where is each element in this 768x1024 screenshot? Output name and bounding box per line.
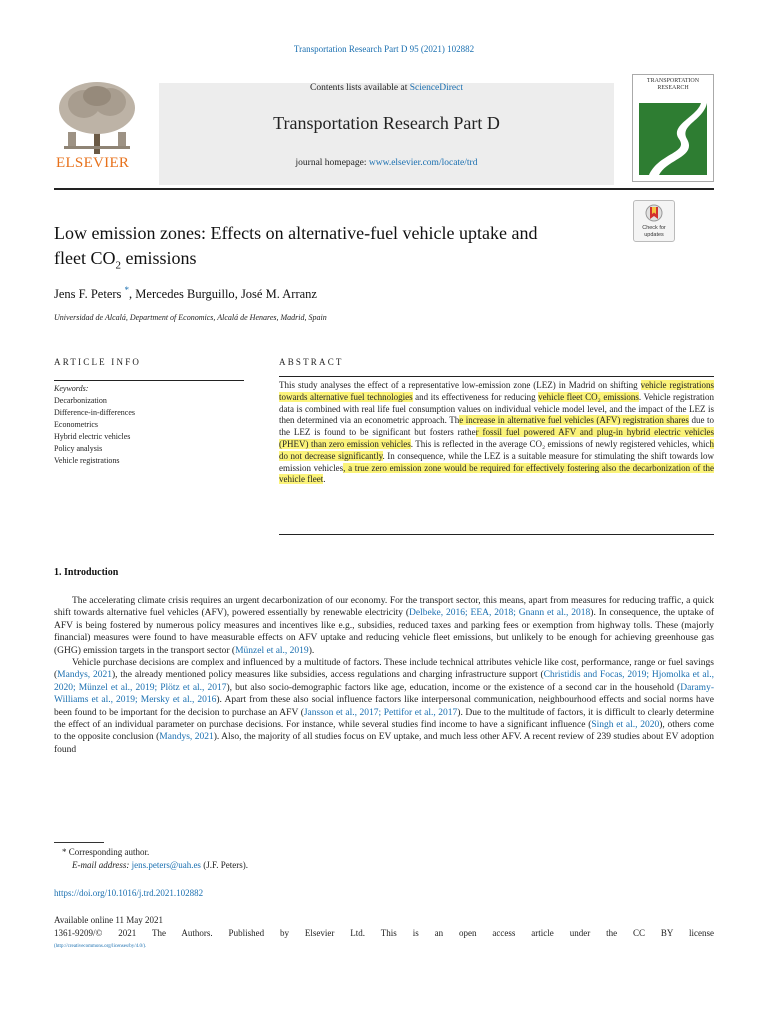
highlighted-text: h do not decrease significantly (279, 438, 714, 461)
title-line2-suffix: emissions (120, 248, 197, 268)
paragraph (54, 595, 714, 657)
homepage-link[interactable]: www.elsevier.com/locate/trd (368, 158, 478, 168)
author-mark[interactable]: * (124, 285, 130, 295)
elsevier-tree-logo (54, 80, 140, 156)
homepage-prefix: journal homepage: (295, 158, 369, 168)
citation-link[interactable]: Singh et al., 2020 (591, 720, 660, 731)
citation-link[interactable]: Daramy-Williams et al., 2019; Mersky et al., 2016 (54, 682, 714, 706)
corresponding-author-note: * Corresponding author. (62, 847, 150, 857)
citation-link[interactable]: Mandys, 2021 (159, 732, 214, 743)
available-online: Available online 11 May 2021 (54, 915, 163, 925)
body-text: ), others come to the opposite conclusion ( (54, 720, 715, 743)
author-name[interactable]: Jens F. Peters (54, 287, 122, 302)
keyword: Difference-in-differences (54, 408, 135, 417)
journal-cover-thumbnail[interactable] (632, 74, 714, 182)
citation-link[interactable]: Mandys, 2021 (57, 670, 112, 681)
journal-citation[interactable]: Transportation Research Part D 95 (2021) 102882 (293, 44, 475, 54)
abstract-top-rule (279, 376, 714, 377)
affiliation: Universidad de Alcalá, Department of Economics, Alcalá de Henares, Madrid, Spain (54, 313, 327, 322)
body-text: ). Also, the majority of all studies focus on EV uptake, and much less other AFV. A recent review of 239 studies about EV adoption found (54, 732, 714, 755)
abstract-text: . Vehicle registration data is combined with real life fuel consumption values on individual vehicle model level, and the impact of the LEZ is then determined via an econometric approach. Th (279, 391, 715, 426)
body-text: ), but also socio-demographic factors like age, education, income or the existence of a second car in the household ( (226, 682, 681, 693)
article-info-rule (54, 380, 244, 381)
contents-line (159, 83, 614, 93)
abstract-text: due to the LEZ is found to be significant but fosters rathe (279, 415, 715, 438)
citation-link[interactable]: Christidis and Focas, 2019; Hjomolka et al., 2020; Münzel et al., 2019; Plötz et al., 2017 (54, 670, 714, 693)
body-text: ). Apart from these also social influence factors like interpersonal communication, neighbourhood effects and social norms have been found to be important for the decision to purchase an AFV ( (54, 695, 714, 718)
keywords-block (54, 383, 244, 467)
body-text: ). In consequence, the uptake of AFV is being fostered by numerous policy measures and incentives like e.g., subsidies, reduced taxes and parking fees or exemption from highway tolls. These (majorly financial) measures were found to have measurable effects on AFV uptake and reducing vehicle fleet emissions, but unlikely to be enough for achieving greenhouse gas (GHG) emission targets in the transport sector ( (54, 608, 715, 656)
sciencedirect-link[interactable]: ScienceDirect (409, 83, 463, 93)
footnote-rule (54, 842, 104, 843)
journal-banner (159, 83, 614, 185)
keyword: Policy analysis (54, 444, 103, 453)
check-for-updates-badge[interactable] (633, 200, 675, 242)
keywords-label: Keywords: (54, 384, 89, 393)
highlighted-text: vehicle registrations towards alternative fuel technologies (279, 380, 714, 402)
abstract-bottom-rule (279, 534, 714, 535)
license-url-link[interactable]: (http://creativecommons.org/licenses/by/4.0/). (54, 944, 147, 949)
author-list: Jens F. Peters *, Mercedes Burguillo, José M. Arranz (54, 285, 317, 302)
bookmark-icon (645, 204, 663, 224)
highlighted-text: , a true zero emission zone would be required for effectively fostering also the decarbonization of the vehicle fleet (279, 462, 714, 485)
email-label: E-mail address: (72, 860, 132, 870)
cover-title: TRANSPORTATION RESEARCH (646, 78, 700, 91)
author-name[interactable]: José M. Arranz (240, 287, 317, 302)
body-text: Vehicle purchase decisions are complex and influenced by a multitude of factors. These include technical attributes vehicle like cost, performance, range or fuel savings ( (54, 658, 714, 681)
header-rule (54, 188, 714, 190)
body-text: The accelerating climate crisis requires an urgent decarbonization of our economy. For the transport sector, this means, apart from measures for reducing traffic, a quick shift towards alternative fuel vehicles (AFV), powered essentially by renewable electricity ( (54, 596, 714, 619)
keyword: Hybrid electric vehicles (54, 432, 131, 441)
abstract-body (279, 380, 714, 486)
journal-name: Transportation Research Part D (273, 113, 500, 133)
article-title (54, 221, 624, 279)
check-updates-line1: Check for (642, 225, 666, 231)
abstract-text: This study analyses the effect of a representative low-emission zone (LEZ) in Madrid on shifting (279, 380, 641, 390)
abstract-heading: ABSTRACT (279, 357, 344, 367)
abstract-text: . This is reflected in the average CO₂ emissions of newly registered vehicles, whic (410, 438, 710, 449)
cover-road-graphic (639, 103, 707, 175)
homepage-line (159, 158, 614, 168)
abstract-text: . (323, 474, 326, 485)
title-line1: Low emission zones: Effects on alternative-fuel vehicle uptake and (54, 223, 538, 243)
section-heading-introduction: 1. Introduction (54, 567, 119, 578)
email-note (72, 860, 248, 870)
citation-link[interactable]: Delbeke, 2016; EEA, 2018; Gnann et al., 2018 (409, 608, 591, 619)
email-suffix: (J.F. Peters). (200, 860, 248, 870)
keyword: Econometrics (54, 420, 98, 429)
check-updates-line2: updates (644, 232, 664, 238)
keyword: Decarbonization (54, 396, 107, 405)
article-info-heading: ARTICLE INFO (54, 357, 142, 367)
doi-link[interactable]: https://doi.org/10.1016/j.trd.2021.102882 (54, 888, 204, 898)
highlighted-text: vehicle fleet CO₂ emissions (538, 391, 639, 402)
title-line2 (54, 246, 624, 279)
citation-link[interactable]: Jansson et al., 2017; Pettifor et al., 2017 (303, 707, 458, 718)
keyword: Vehicle registrations (54, 456, 120, 465)
title-line2-prefix: fleet CO (54, 248, 116, 268)
highlighted-text: r fossil fuel powered AFV and plug-in hybrid electric vehicles (PHEV) than zero emission vehicles (279, 427, 714, 449)
elsevier-wordmark: ELSEVIER (56, 155, 130, 171)
intro-body (54, 595, 714, 756)
license-text: 1361-9209/© 2021 The Authors. Published by Elsevier Ltd. This is an open access article under the CC BY license (54, 928, 714, 938)
highlighted-text: e increase in alternative fuel vehicles (AFV) registration shares (459, 415, 689, 426)
body-text: ). (308, 645, 315, 656)
author-name[interactable]: Mercedes Burguillo (135, 287, 235, 302)
paragraph (54, 657, 714, 756)
abstract-text: . In consequence, while the LEZ is a suitable measure for stimulating the shift towards low emission vehicles (279, 450, 714, 473)
email-link[interactable]: jens.peters@uah.es (131, 860, 201, 870)
body-text: ), the already mentioned policy measures like subsidies, access regulations and charging infrastructure support ( (112, 670, 544, 681)
abstract-text: and its effectiveness for reducing (412, 391, 539, 402)
citation-link[interactable]: Münzel et al., 2019 (235, 645, 309, 656)
title-subscript: 2 (115, 259, 121, 272)
contents-prefix: Contents lists available at (309, 83, 410, 93)
body-text: ). Due to the multitude of factors, it is difficult to clearly determine the effect of an individual parameter on purchase decisions. For instance, while several studies find income to have a significant influence ( (54, 707, 714, 731)
